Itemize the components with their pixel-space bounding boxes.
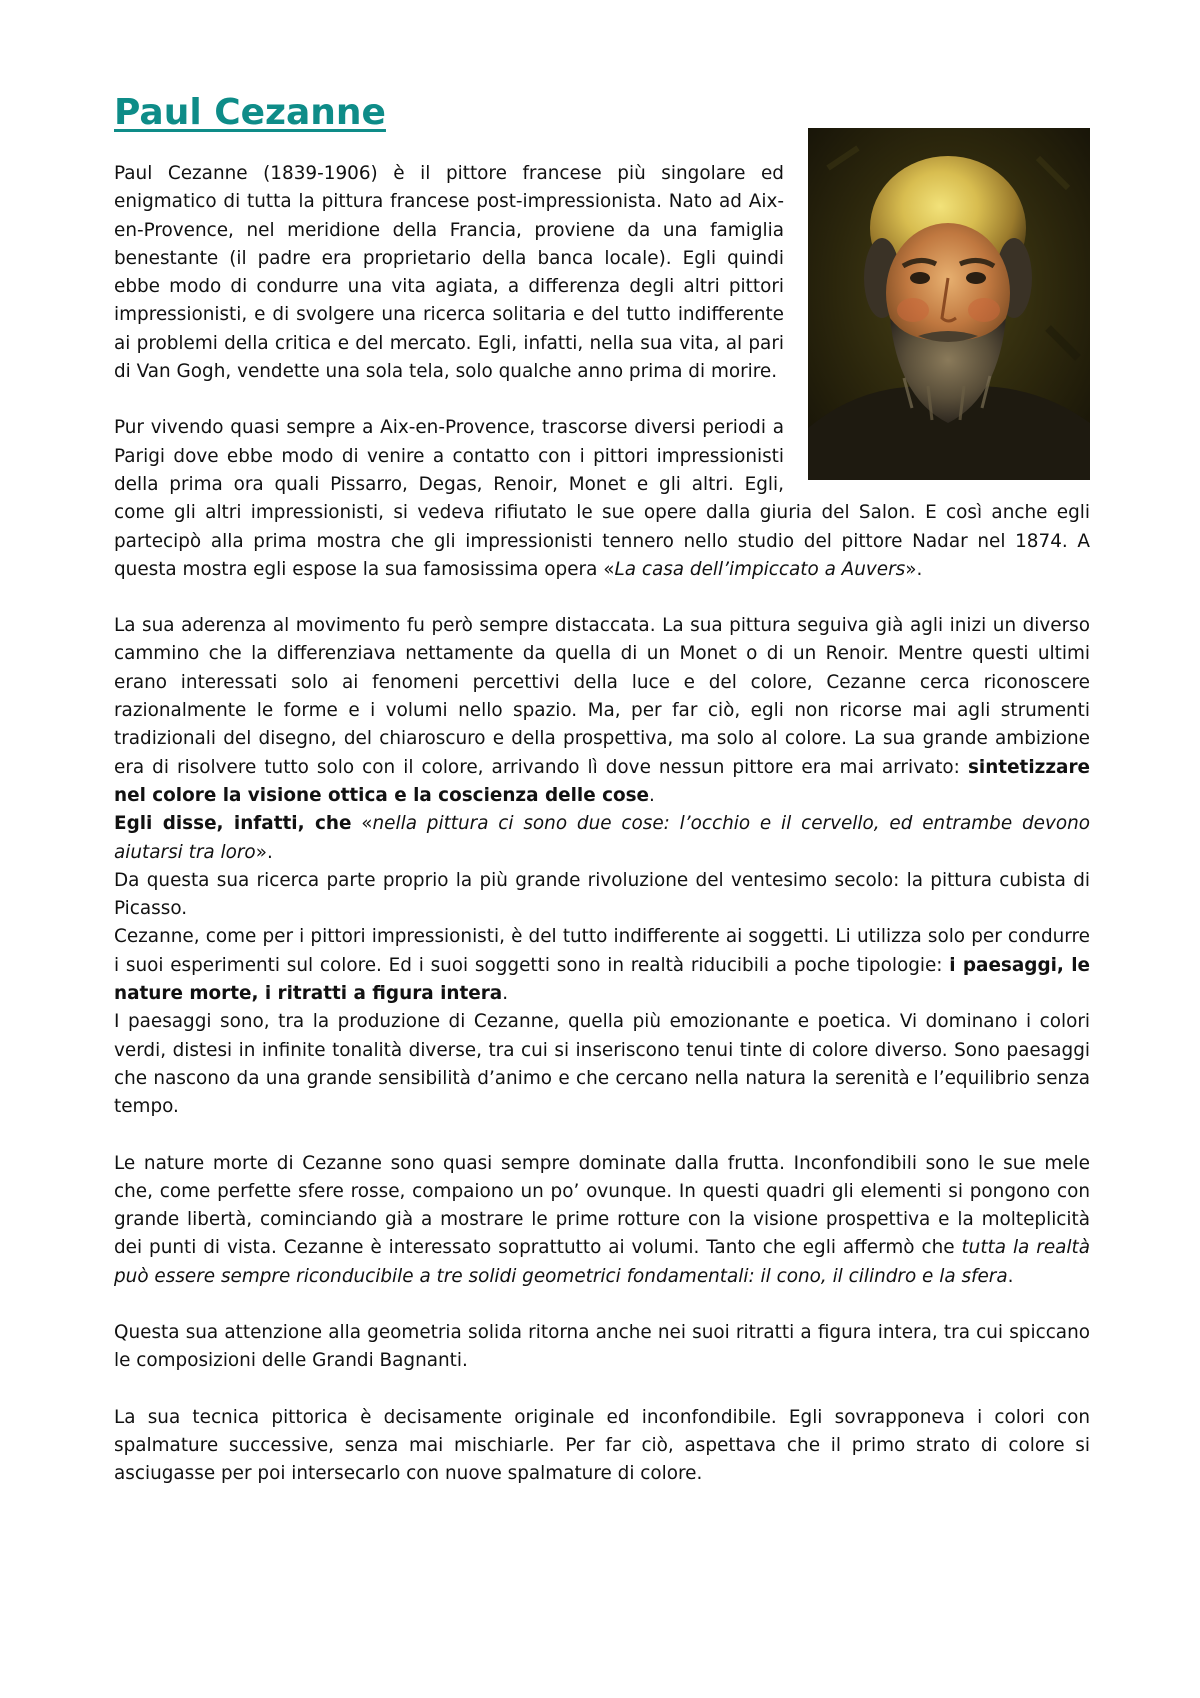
paragraph-quote-bold: Egli disse, infatti, che (114, 813, 352, 835)
paragraph-paris-end: ». (905, 558, 923, 580)
quote-text: nella pittura ci sono due cose: l’occhio e il cervello, ed entrambe devono aiutarsi tra loro (114, 813, 1090, 863)
paragraph-still-lifes-end: . (1007, 1265, 1014, 1287)
paragraph-subjects-bold: i paesaggi, le nature morte, i ritratti a figura intera (114, 954, 1090, 1005)
page-title: Paul Cezanne (114, 92, 386, 133)
paragraph-quote-open: « (351, 813, 373, 835)
paragraph-cubism: Da questa sua ricerca parte proprio la più grande rivoluzione del ventesimo secolo: la pittura cubista di Picasso. (114, 869, 1090, 920)
paragraph-still-lifes (114, 1150, 1090, 1291)
artwork-title: La casa dell’impiccato a Auvers (614, 558, 906, 580)
paragraph-subjects (114, 923, 1090, 1008)
paragraph-landscapes: I paesaggi sono, tra la produzione di Cezanne, quella più emozionante e poetica. Vi dominano i colori verdi, distesi in infinite tonalità diverse, tra cui si inseriscono tenui tinte di colore diverso. Sono paesaggi che nascono da una grande sensibilità d’animo e che cercano nella natura la serenità e l’equilibrio senza tempo. (114, 1011, 1090, 1118)
paragraph-movement-bold: sintetizzare nel colore la visione ottica e la coscienza delle cose (114, 756, 1090, 806)
document-page (114, 88, 1090, 1488)
paragraph-movement (114, 612, 1090, 810)
paragraph-subjects-end: . (502, 983, 509, 1005)
paragraph-paris-text: Pur vivendo quasi sempre a Aix-en-Provence, trascorse diversi periodi a Parigi dove ebbe modo di venire a contatto con i pittori impressionisti della prima ora quali Pissarro, Degas, Renoir, Monet e gli altri. Egli, come gli altri impressionisti, si vedeva rifiutato le sue opere dalla giuria del Salon. E così anche egli partecipò alla prima mostra che gli impressionisti tennero nello studio del pittore Nadar nel 1874. A questa mostra egli espose la sua famosissima opera « (114, 417, 1090, 580)
paragraph-still-lifes-text: Le nature morte di Cezanne sono quasi sempre dominate dalla frutta. Inconfondibili sono le sue mele che, come perfette sfere rosse, compaiono un po’ ovunque. In questi quadri gli elementi si pongono con grande libertà, cominciando già a mostrare le prime rotture con la visione prospettiva e la molteplicità dei punti di vista. Cezanne è interessato soprattutto ai volumi. Tanto che egli affermò che (114, 1152, 1090, 1259)
paragraph-subjects-text: Cezanne, come per i pittori impressionisti, è del tutto indifferente ai soggetti. Li utilizza solo per condurre i suoi esperimenti sul colore. Ed i suoi soggetti sono in realtà riducibili a poche tipologie: (114, 926, 1090, 976)
paragraph-intro: Paul Cezanne (1839-1906) è il pittore francese più singolare ed enigmatico di tutta la pittura francese post-impressionista. Nato ad Aix-en-Provence, nel meridione della Francia, proviene da una famiglia benestante (il padre era proprietario della banca locale). Egli quindi ebbe modo di condurre una vita agiata, a differenza degli altri pittori impressionisti, e di svolgere una ricerca solitaria e del tutto indifferente ai problemi della critica e del mercato. Egli, infatti, nella sua vita, al pari di Van Gogh, vendette una sola tela, solo qualche anno prima di morire. (114, 163, 784, 383)
paragraph-quote-end: ». (255, 841, 273, 863)
portrait-image (808, 128, 1090, 480)
portrait-painting (808, 128, 1090, 480)
paragraph-still-lifes-italic: tutta la realtà può essere sempre riconducibile a tre solidi geometrici fondamentali: il cono, il cilindro e la sfera (114, 1237, 1090, 1287)
paragraph-movement-text: La sua aderenza al movimento fu però sempre distaccata. La sua pittura seguiva già agli inizi un diverso cammino che la differenziava nettamente da quella di un Monet o di un Renoir. Mentre questi ultimi erano interessati solo ai fenomeni percettivi della luce e del colore, Cezanne cerca riconoscere razionalmente le forme e i volumi nello spazio. Ma, per far ciò, egli non ricorse mai agli strumenti tradizionali del disegno, del chiaroscuro e della prospettiva, ma solo al colore. La sua grande ambizione era di risolvere tutto solo con il colore, arrivando lì dove nessun pittore era mai arrivato: (114, 615, 1090, 778)
paragraph-geometry: Questa sua attenzione alla geometria solida ritorna anche nei suoi ritratti a figura intera, tra cui spiccano le composizioni delle Grandi Bagnanti. (114, 1321, 1090, 1372)
paragraph-movement-end: . (649, 784, 655, 806)
paragraph-quote (114, 810, 1090, 867)
paragraph-technique: La sua tecnica pittorica è decisamente originale ed inconfondibile. Egli sovrapponeva i colori con spalmature successive, senza mai mischiarle. Per far ciò, aspettava che il primo strato di colore si asciugasse per poi intersecarlo con nuove spalmature di colore. (114, 1406, 1090, 1485)
